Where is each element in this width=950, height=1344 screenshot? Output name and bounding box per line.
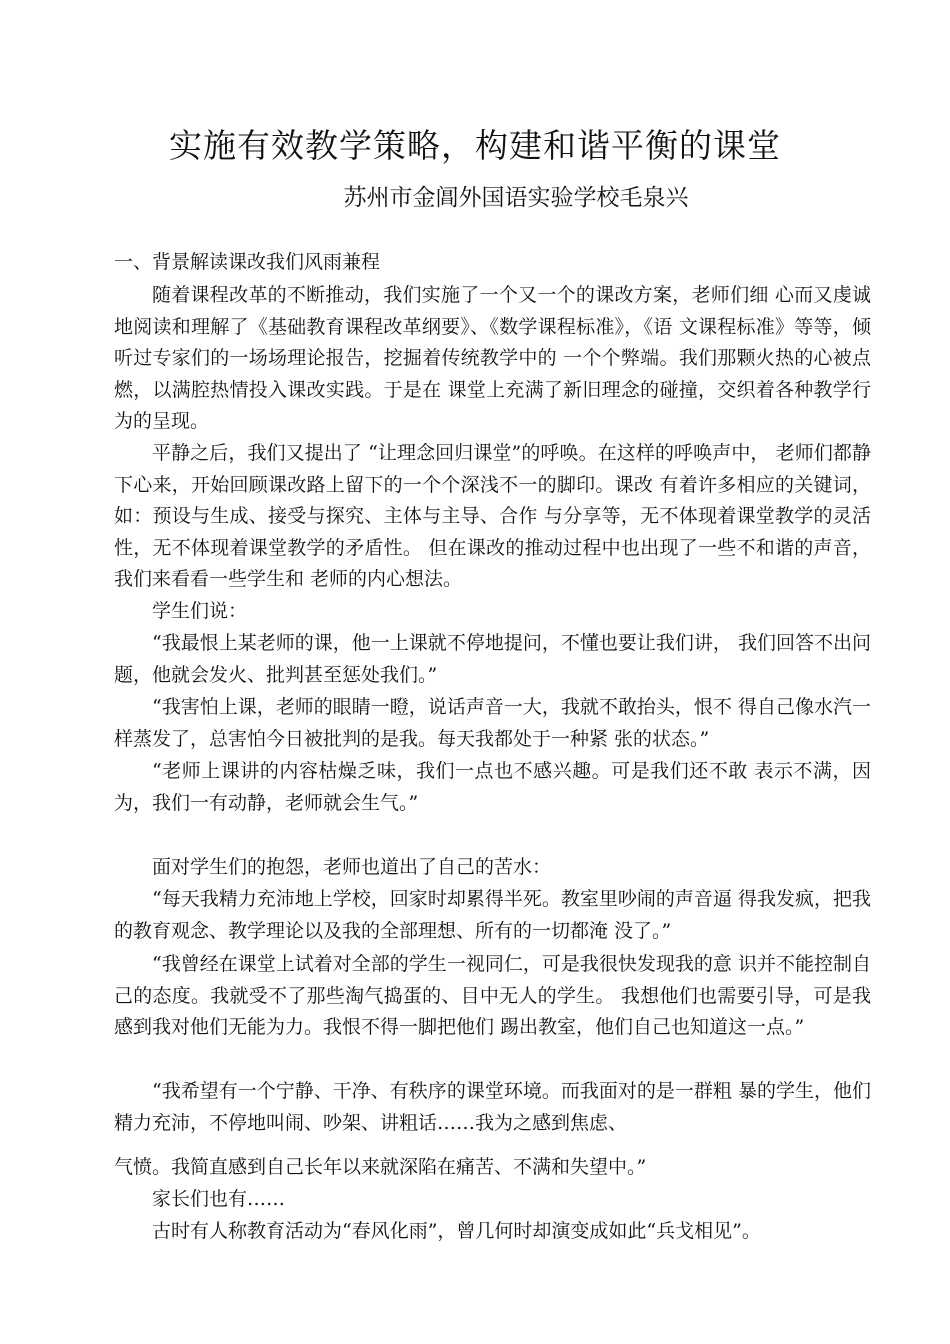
teacher-quote-continued: 气愤。我简直感到自己长年以来就深陷在痛苦、不满和失望中。”	[114, 1156, 647, 1178]
student-quote: “我害怕上课，老师的眼睛一瞪，说话声音一大，我就不敢抬头，恨不 得自己像水汽一样蒸发了，总害怕今日被批判的是我。每天我都处于一种紧 张的状态。”	[114, 696, 871, 750]
paragraph: 古时有人称教育活动为“春风化雨”，曾几何时却演变成如此“兵戈相见”。	[152, 1220, 761, 1242]
teacher-quote: “我曾经在课堂上试着对全部的学生一视同仁，可是我很快发现我的意 识并不能控制自己的态度。我就受不了那些淘气捣蛋的、目中无人的学生。 我想他们也需要引导，可是我感到我对他们无能为力。我恨不得一脚把他们 踢出教室，他们自己也知道这一点。”	[114, 953, 871, 1039]
paragraph: 学生们说：	[152, 600, 248, 622]
student-quote: “老师上课讲的内容枯燥乏味，我们一点也不感兴趣。可是我们还不敢 表示不满，因为，我们一有动静，老师就会生气。”	[114, 760, 871, 814]
paragraph: 随着课程改革的不断推动，我们实施了一个又一个的课改方案，老师们细 心而又虔诚地阅读和理解了《基础教育课程改革纲要》、《数学课程标准》，《语 文课程标准》等等，倾听过专家们的一场场理论报告，挖掘着传统教学中的 一个个弊端。我们那颗火热的心被点燃，以满腔热情投入课改实践。于是在 课堂上充满了新旧理念的碰撞，交织着各种教学行为的呈现。	[114, 284, 871, 433]
teacher-quote: “每天我精力充沛地上学校，回家时却累得半死。教室里吵闹的声音逼 得我发疯，把我的教育观念、教学理论以及我的全部理想、所有的一切都淹 没了。”	[114, 888, 871, 942]
paragraph: 家长们也有……	[152, 1188, 286, 1210]
student-quote: “我最恨上某老师的课，他一上课就不停地提问，不懂也要让我们讲， 我们回答不出问题，他就会发火、批判甚至惩处我们。”	[114, 632, 871, 686]
paragraph: 平静之后，我们又提出了 “让理念回归课堂”的呼唤。在这样的呼唤声中， 老师们都静下心来，开始回顾课改路上留下的一个个深浅不一的脚印。课改 有着许多相应的关键词，如：预设与生成、接受与探究、主体与主导、合作 与分享等，无不体现着课堂教学的灵活性，无不体现着课堂教学的矛盾性。 但在课改的推动过程中也出现了一些不和谐的声音，我们来看看一些学生和 老师的内心想法。	[114, 442, 871, 591]
paragraph: 面对学生们的抱怨，老师也道出了自己的苦水：	[152, 856, 552, 878]
document-author: 苏州市金阊外国语实验学校毛泉兴	[343, 185, 689, 211]
document-title: 实施有效教学策略，构建和谐平衡的课堂	[169, 126, 781, 165]
teacher-quote: “我希望有一个宁静、干净、有秩序的课堂环境。而我面对的是一群粗 暴的学生，他们精力充沛，不停地叫闹、吵架、讲粗话……我为之感到焦虑、	[114, 1080, 871, 1134]
section-heading: 一、背景解读课改我们风雨兼程	[114, 251, 381, 273]
